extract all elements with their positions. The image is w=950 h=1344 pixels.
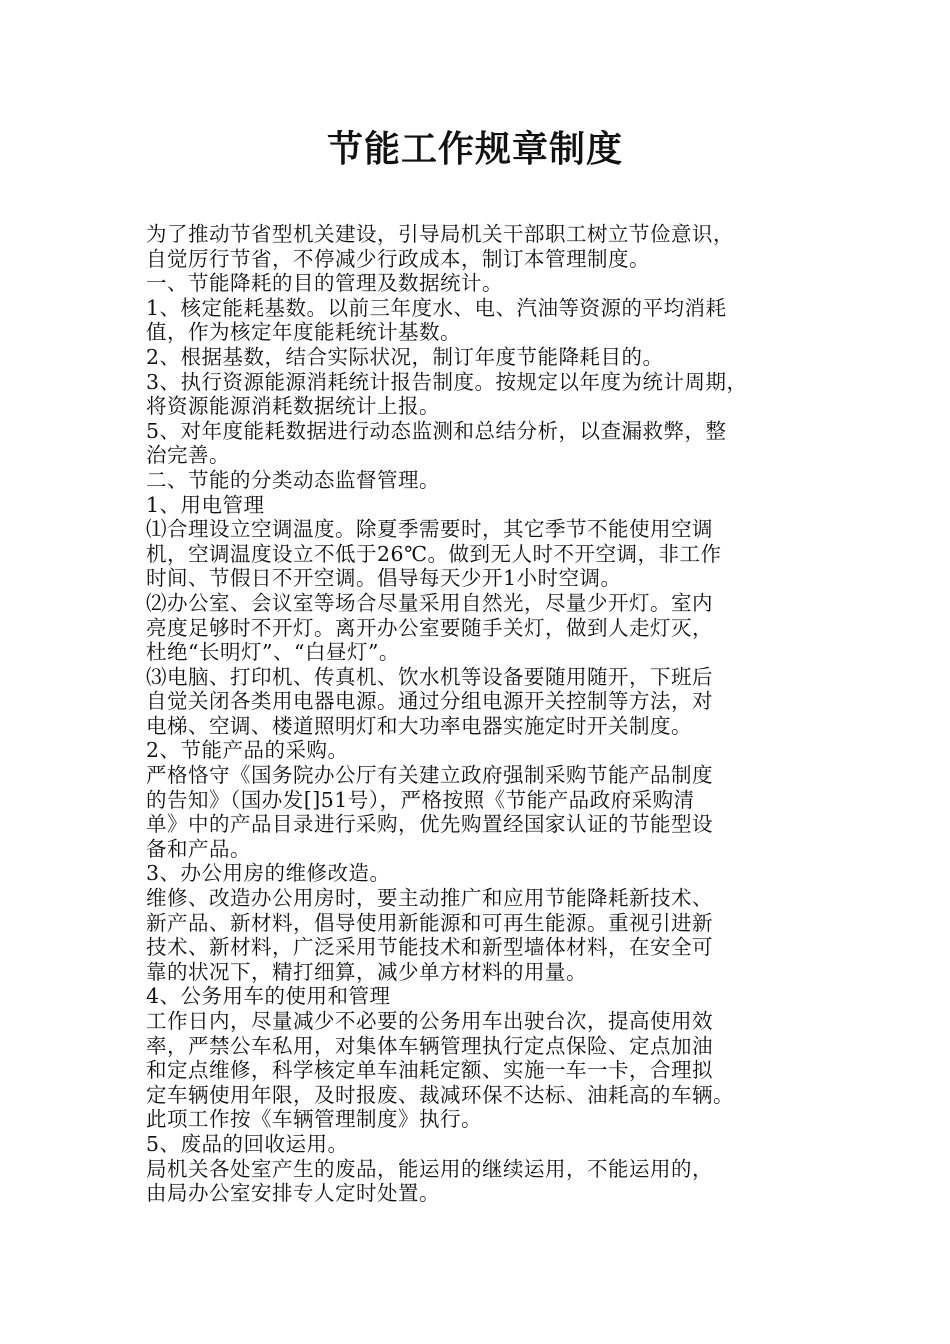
document-body	[146, 222, 814, 1206]
body-text-line: 技术、新材料，广泛采用节能技术和新型墙体材料，在安全可	[146, 935, 713, 960]
body-text-line: 5、废品的回收运用。	[146, 1131, 349, 1156]
body-text-line: 此项工作按《车辆管理制度》执行。	[146, 1107, 482, 1132]
body-text-line: 为了推动节省型机关建设，引导局机关干部职工树立节俭意识，	[146, 222, 734, 246]
body-text-line: 电梯、空调、楼道照明灯和大功率电器实施定时开关制度。	[146, 713, 692, 738]
body-text-line: 一、节能降耗的目的管理及数据统计。	[146, 271, 503, 296]
body-text-line: 新产品、新材料，倡导使用新能源和可再生能源。重视引进新	[146, 910, 713, 935]
body-text-line: 3、办公用房的维修改造。	[146, 861, 391, 886]
body-text-line: ⑶电脑、打印机、传真机、饮水机等设备要随用随开，下班后	[146, 664, 713, 689]
body-text-line: 将资源能源消耗数据统计上报。	[146, 394, 440, 419]
body-text-line: 2、根据基数，结合实际状况，制订年度节能降耗目的。	[146, 344, 664, 369]
body-text-line: 机，空调温度设立不低于26℃。做到无人时不开空调，非工作	[146, 541, 722, 566]
body-text-line: 靠的状况下，精打细算，减少单方材料的用量。	[146, 959, 587, 984]
body-text-line: 单》中的产品目录进行采购，优先购置经国家认证的节能型设	[146, 812, 713, 837]
body-text-line: 由局办公室安排专人定时处置。	[146, 1181, 440, 1206]
body-text-line: 1、用电管理	[146, 492, 265, 517]
body-text-line: 2、节能产品的采购。	[146, 738, 349, 763]
body-text-line: 定车辆使用年限，及时报废、裁减环保不达标、油耗高的车辆。	[146, 1082, 734, 1107]
body-text-line: 严格恪守《国务院办公厅有关建立政府强制采购节能产品制度	[146, 763, 713, 788]
body-text-line: 5、对年度能耗数据进行动态监测和总结分析，以查漏救弊，整	[146, 418, 727, 443]
body-text-line: 自觉厉行节省，不停减少行政成本，制订本管理制度。	[146, 246, 650, 271]
body-text-line: 3、执行资源能源消耗统计报告制度。按规定以年度为统计周期，	[146, 369, 748, 394]
body-text-line: 杜绝“长明灯”、“白昼灯”。	[146, 640, 400, 665]
body-text-line: 治完善。	[146, 443, 230, 468]
body-text-line: 时间、节假日不开空调。倡导每天少开1小时空调。	[146, 566, 622, 591]
body-text-line: ⑵办公室、会议室等场合尽量采用自然光，尽量少开灯。室内	[146, 590, 713, 615]
body-text-line: 二、节能的分类动态监督管理。	[146, 467, 440, 492]
body-text-line: 局机关各处室产生的废品，能运用的继续运用，不能运用的，	[146, 1156, 713, 1181]
body-text-line: 1、核定能耗基数。以前三年度水、电、汽油等资源的平均消耗	[146, 295, 727, 320]
body-text-line: 率，严禁公车私用，对集体车辆管理执行定点保险、定点加油	[146, 1033, 713, 1058]
body-text-line: 的告知》（国办发[]51号），严格按照《节能产品政府采购清	[146, 787, 695, 812]
body-text-line: 值，作为核定年度能耗统计基数。	[146, 320, 461, 345]
body-text-line: 自觉关闭各类用电器电源。通过分组电源开关控制等方法，对	[146, 689, 713, 714]
body-text-line: 维修、改造办公用房时，要主动推广和应用节能降耗新技术、	[146, 886, 713, 911]
body-text-line: 和定点维修，科学核定单车油耗定额、实施一车一卡，合理拟	[146, 1058, 713, 1083]
body-text-line: ⑴合理设立空调温度。除夏季需要时，其它季节不能使用空调	[146, 517, 713, 542]
body-text-line: 4、公务用车的使用和管理	[146, 984, 391, 1009]
body-text-line: 工作日内，尽量减少不必要的公务用车出驶台次，提高使用效	[146, 1009, 713, 1033]
document-title: 节能工作规章制度	[326, 129, 623, 170]
body-text-line: 亮度足够时不开灯。离开办公室要随手关灯，做到人走灯灭，	[146, 615, 713, 640]
body-text-line: 备和产品。	[146, 836, 251, 861]
